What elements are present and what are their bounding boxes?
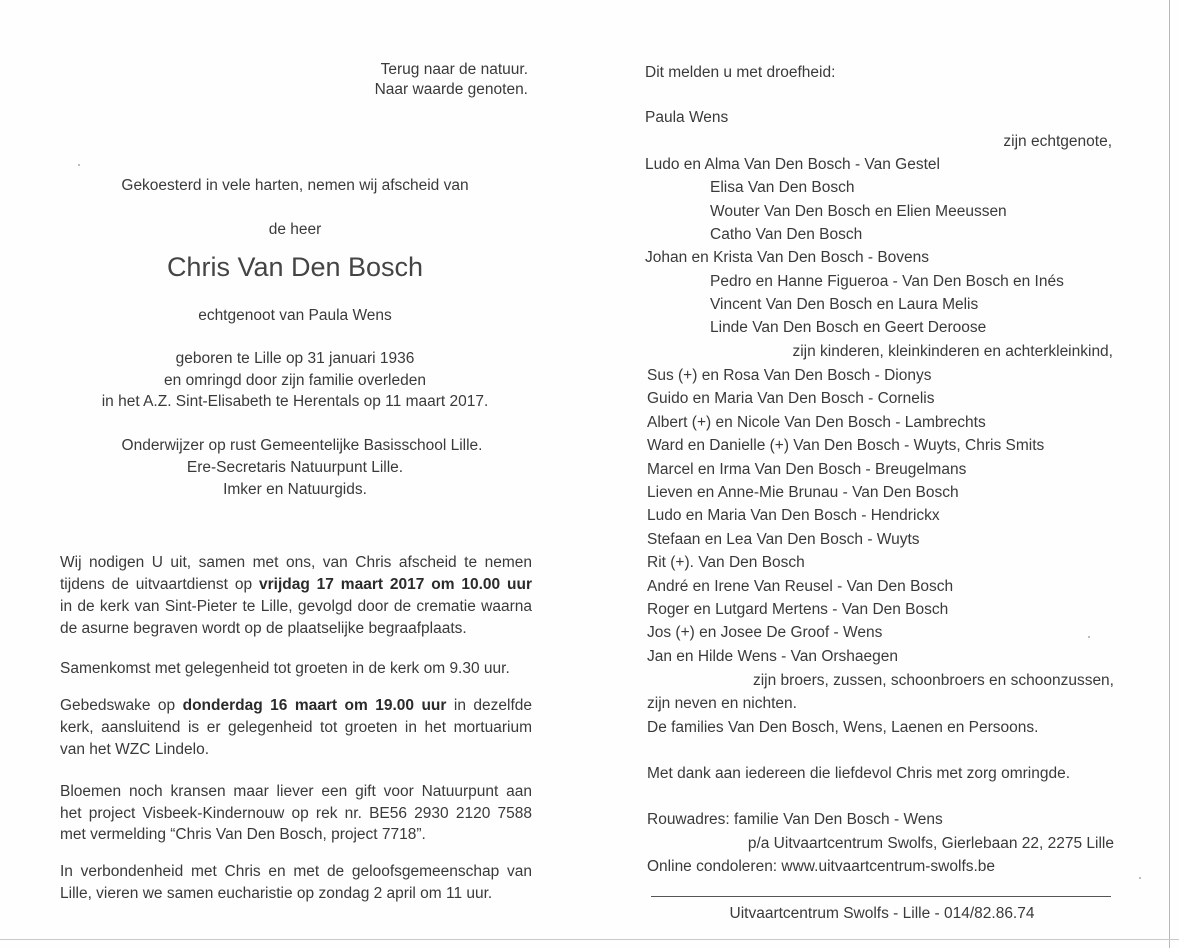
sibling-entry: Stefaan en Lea Van Den Bosch - Wuyts xyxy=(647,530,920,548)
wake-line-2: kerk, aansluitend is er gelegenheid tot groeten in het mortuarium xyxy=(60,719,532,736)
role-line-2: Ere-Secretaris Natuurpunt Lille. xyxy=(186,459,404,476)
flowers-line-1: Bloemen noch kransen maar liever een gift voor Natuurpunt aan xyxy=(60,783,532,800)
grandchild-entry: Linde Van Den Bosch en Geert Deroose xyxy=(710,319,987,337)
grandchild-entry: Vincent Van Den Bosch en Laura Melis xyxy=(710,295,979,313)
role-line-3: Imker en Natuurgids. xyxy=(223,481,367,498)
footer-rule xyxy=(651,896,1111,897)
spouse-line: echtgenoot van Paula Wens xyxy=(198,307,392,324)
birth-line-1: geboren te Lille op 31 januari 1936 xyxy=(175,350,415,367)
widow-role: zijn echtgenote, xyxy=(1003,133,1112,150)
cousins-line: zijn neven en nichten. xyxy=(647,695,797,712)
eucharist-line-2: Lille, vieren we samen eucharistie op zondag 2 april om 11 uur. xyxy=(60,885,493,902)
motto-line-2: Naar waarde genoten. xyxy=(374,81,528,98)
sibling-entry: Ludo en Maria Van Den Bosch - Hendrickx xyxy=(647,507,940,525)
wake-line-3: van het WZC Lindelo. xyxy=(60,741,210,758)
sibling-entry: Jos (+) en Josee De Groof - Wens xyxy=(647,624,883,642)
sibling-entry: Lieven en Anne-Mie Brunau - Van Den Bosch xyxy=(647,484,959,501)
honorific: de heer xyxy=(268,221,322,238)
widow-name: Paula Wens xyxy=(645,109,729,126)
birth-line-2: en omringd door zijn familie overleden xyxy=(164,372,426,389)
eucharist-line-1: In verbondenheid met Chris en met de geloofsgemeenschap van xyxy=(60,863,532,880)
paper-speck xyxy=(1139,877,1141,879)
child-entry: Ludo en Alma Van Den Bosch - Van Gestel xyxy=(645,156,940,173)
address-label: Rouwadres: familie Van Den Bosch - Wens xyxy=(647,811,943,828)
motto-line-1: Terug naar de natuur. xyxy=(380,61,528,78)
children-role: zijn kinderen, kleinkinderen en achterkleinkind, xyxy=(792,343,1113,360)
footer-undertaker: Uitvaartcentrum Swolfs - Lille - 014/82.86.74 xyxy=(729,905,1035,922)
birth-line-3: in het A.Z. Sint-Elisabeth te Herentals op 11 maart 2017. xyxy=(101,393,489,410)
families-line: De families Van Den Bosch, Wens, Laenen en Persoons. xyxy=(647,719,1039,736)
grandchild-entry: Wouter Van Den Bosch en Elien Meeussen xyxy=(710,202,1007,220)
wake-line-1 xyxy=(60,696,532,716)
address-line: p/a Uitvaartcentrum Swolfs, Gierlebaan 22, 2275 Lille xyxy=(747,835,1114,852)
intro-text: Gekoesterd in vele harten, nemen wij afscheid van xyxy=(121,177,469,194)
flowers-line-2: het project Visbeek-Kindernouw op rek nr. BE56 2930 2120 7588 xyxy=(60,805,532,822)
announce-text: Dit melden u met droefheid: xyxy=(645,64,836,81)
paper-speck xyxy=(1088,636,1090,638)
online-condolence: Online condoleren: www.uitvaartcentrum-swolfs.be xyxy=(647,858,996,875)
flowers-line-3: met vermelding “Chris Van Den Bosch, project 7718”. xyxy=(60,826,426,843)
sibling-entry: Roger en Lutgard Mertens - Van Den Bosch xyxy=(647,601,949,618)
sibling-entry: Marcel en Irma Van Den Bosch - Breugelmans xyxy=(647,460,967,478)
wake-date: donderdag 16 maart om 19.00 uur xyxy=(182,697,447,714)
sibling-entry: Rit (+). Van Den Bosch xyxy=(647,554,805,572)
deceased-name: Chris Van Den Bosch xyxy=(166,252,424,282)
grandchild-entry: Catho Van Den Bosch xyxy=(710,225,863,243)
page-bottom-edge xyxy=(0,939,1179,940)
thanks-line: Met dank aan iedereen die liefdevol Chris met zorg omringde. xyxy=(647,765,1071,782)
role-line-1: Onderwijzer op rust Gemeentelijke Basisschool Lille. xyxy=(121,437,483,454)
sibling-entry: Sus (+) en Rosa Van Den Bosch - Dionys xyxy=(647,367,932,384)
wake-line-1-end: in dezelfde xyxy=(446,697,533,714)
grandchild-entry: Pedro en Hanne Figueroa - Van Den Bosch en Inés xyxy=(710,272,1064,290)
paper-speck xyxy=(78,164,80,166)
funeral-line-2-text: tijdens de uitvaartdienst op xyxy=(60,576,259,593)
page-edge xyxy=(1169,0,1170,948)
siblings-role: zijn broers, zussen, schoonbroers en schoonzussen, xyxy=(752,672,1114,689)
sibling-entry: Albert (+) en Nicole Van Den Bosch - Lambrechts xyxy=(647,413,986,431)
sibling-entry: Guido en Maria Van Den Bosch - Cornelis xyxy=(647,390,935,408)
funeral-line-1: Wij nodigen U uit, samen met ons, van Chris afscheid te nemen xyxy=(60,554,532,571)
funeral-line-2 xyxy=(60,575,532,595)
gathering-text: Samenkomst met gelegenheid tot groeten in de kerk om 9.30 uur. xyxy=(60,660,510,677)
sibling-entry: Ward en Danielle (+) Van Den Bosch - Wuyts, Chris Smits xyxy=(647,437,1045,455)
wake-line-1-text: Gebedswake op xyxy=(60,697,183,714)
funeral-line-3: in de kerk van Sint-Pieter te Lille, gevolgd door de crematie waarna xyxy=(60,598,532,615)
funeral-date: vrijdag 17 maart 2017 om 10.00 uur xyxy=(258,576,533,593)
funeral-line-4: de asurne begraven wordt op de plaatselijke begraafplaats. xyxy=(60,620,467,637)
sibling-entry: Jan en Hilde Wens - Van Orshaegen xyxy=(647,647,899,665)
child-entry: Johan en Krista Van Den Bosch - Bovens xyxy=(645,249,930,267)
grandchild-entry: Elisa Van Den Bosch xyxy=(710,179,855,197)
sibling-entry: André en Irene Van Reusel - Van Den Bosch xyxy=(647,577,954,595)
